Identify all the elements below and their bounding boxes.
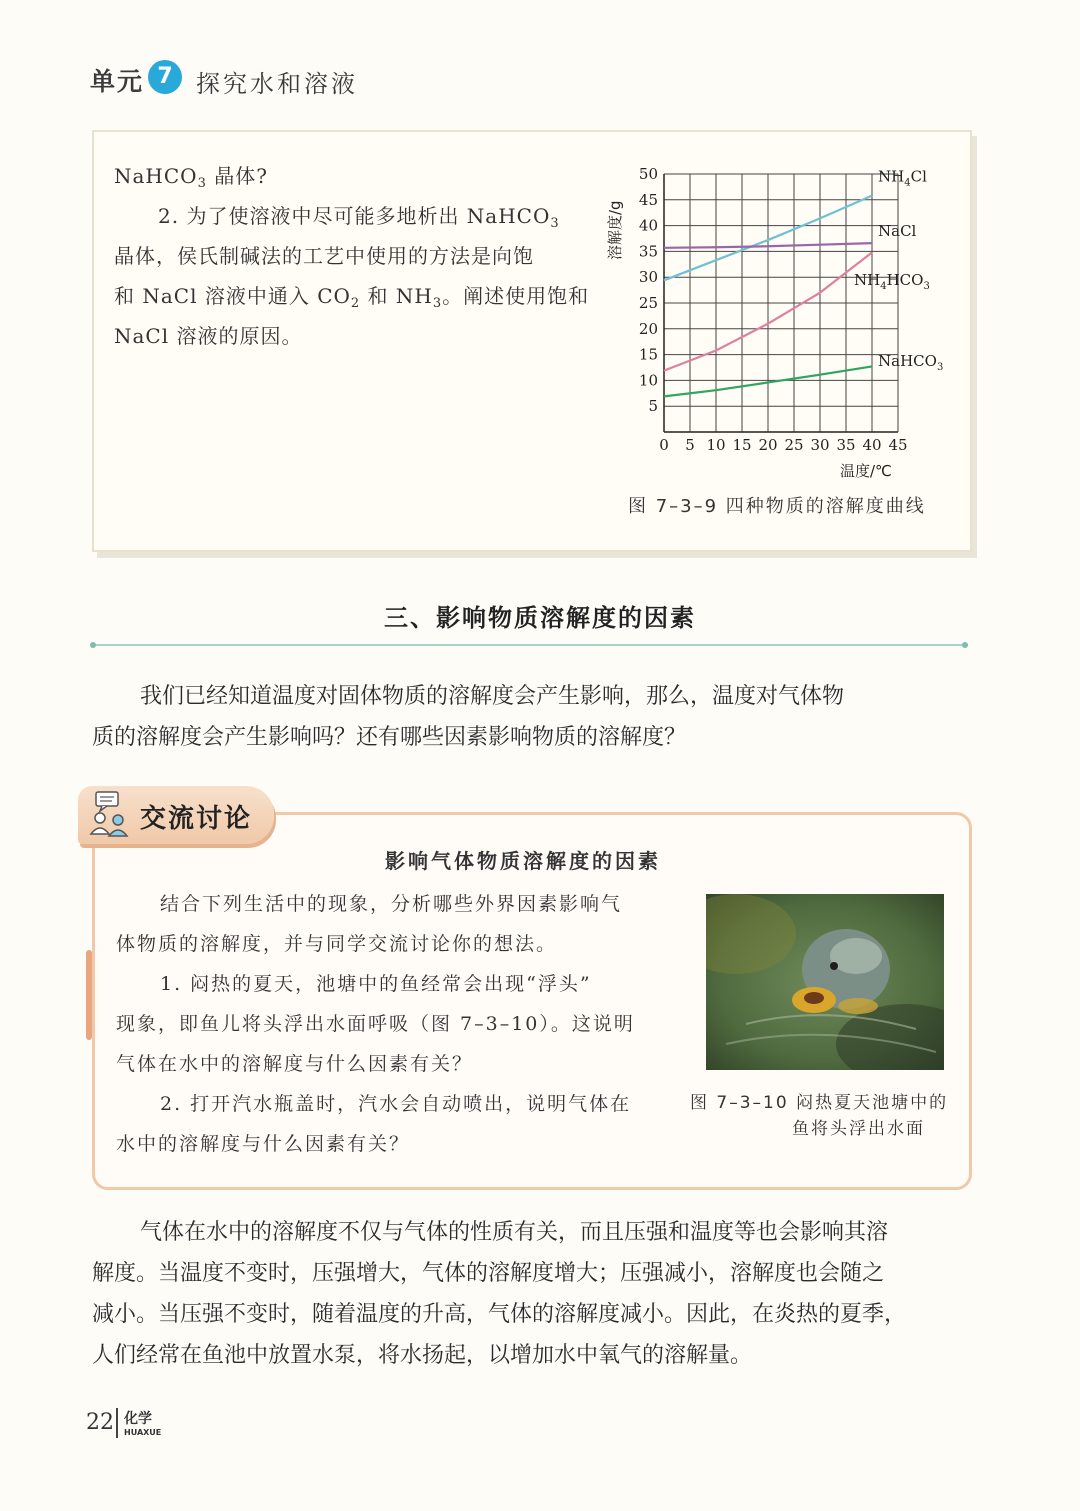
conclusion-paragraph: 解度。当温度不变时，压强增大，气体的溶解度增大；压强减小，溶解度也会随之 [92,1261,885,1286]
conclusion-paragraph: 气体在水中的溶解度不仅与气体的性质有关，而且压强和温度等也会影响其溶 [140,1220,889,1245]
question-line: 2. 为了使溶液中尽可能多地析出 NaHCO$_3$ [158,204,560,231]
conclusion-paragraph: 减小。当压强不变时，随着温度的升高，气体的溶解度减小。因此，在炎热的夏季， [92,1302,907,1327]
y-tick-label: 20 [638,319,658,338]
y-tick-label: 35 [638,242,658,261]
unit-number-badge: 7 [148,60,182,94]
series-label-NaCl: NaCl [878,221,917,240]
unit-label: 单元 [90,67,145,96]
x-tick-label: 5 [685,436,695,454]
footer-subject: 化学 [124,1411,152,1427]
y-tick-label: 25 [638,294,658,312]
x-tick-label: 20 [758,436,778,454]
y-axis-label: 溶解度/g [606,200,624,260]
question-line: NaCl 溶液的原因。 [114,324,303,348]
divider-dot [90,642,96,648]
y-tick-label: 15 [638,345,658,364]
discussion-line: 体物质的溶解度，并与同学交流讨论你的想法。 [116,933,558,955]
x-tick-label: 0 [659,436,669,454]
y-tick-label: 30 [638,268,658,287]
x-tick-label: 35 [836,436,856,454]
footer-pinyin: HUAXUE [124,1428,162,1437]
x-tick-label: 45 [888,436,908,454]
discussion-line: 现象，即鱼儿将头浮出水面呼吸（图 7–3–10）。这说明 [116,1013,635,1035]
x-tick-label: 15 [732,436,752,454]
discussion-people-icon [88,790,134,838]
intro-paragraph: 质的溶解度会产生影响吗？还有哪些因素影响物质的溶解度？ [92,725,687,750]
x-tick-label: 10 [706,436,726,454]
unit-title: 探究水和溶液 [196,70,358,98]
chart-caption: 图 7–3–9 四种物质的溶解度曲线 [628,496,926,517]
question-line: NaHCO$_3$ 晶体? [114,164,268,191]
y-tick-label: 45 [638,190,658,209]
x-axis-label: 温度/℃ [840,462,892,480]
x-tick-label: 40 [862,436,882,454]
x-tick-label: 30 [810,436,830,454]
x-tick-label: 25 [784,436,804,454]
page-number: 22 [86,1410,114,1435]
conclusion-paragraph: 人们经常在鱼池中放置水泵，将水扬起，以增加水中氧气的溶解量。 [92,1343,753,1368]
y-tick-label: 50 [638,165,658,183]
photo-caption: 鱼将头浮出水面 [792,1119,925,1139]
series-label-NaHCO3: NaHCO$_3$ [878,351,944,373]
discussion-line: 气体在水中的溶解度与什么因素有关？ [116,1053,474,1075]
photo-caption: 图 7–3–10 闷热夏天池塘中的 [690,1093,949,1113]
discussion-tab-label: 交流讨论 [140,804,253,834]
discussion-title: 影响气体物质溶解度的因素 [385,849,661,873]
discussion-accent-bar [86,950,92,1040]
discussion-line: 1. 闷热的夏天，池塘中的鱼经常会出现“浮头” [160,973,592,995]
discussion-line: 水中的溶解度与什么因素有关？ [116,1133,411,1155]
y-tick-label: 40 [638,216,658,235]
intro-paragraph: 我们已经知道温度对固体物质的溶解度会产生影响，那么，温度对气体物 [140,684,845,709]
solubility-chart [600,160,960,490]
y-tick-label: 10 [638,371,658,390]
section-title: 三、影响物质溶解度的因素 [384,604,696,632]
discussion-line: 2. 打开汽水瓶盖时，汽水会自动喷出，说明气体在 [160,1093,632,1115]
y-tick-label: 5 [648,397,658,416]
series-label-NH4HCO3: $NH_4HCO_3$ [854,270,930,292]
fish-pond-photo [706,894,944,1070]
footer-divider [116,1408,118,1438]
divider-dot [962,642,968,648]
section-divider [92,644,968,646]
question-line: 和 NaCl 溶液中通入 $CO_2$ 和 $NH_3$。阐述使用饱和 [114,284,590,311]
question-line: 晶体，侯氏制碱法的工艺中使用的方法是向饱 [114,244,534,268]
discussion-line: 结合下列生活中的现象，分析哪些外界因素影响气 [160,893,623,915]
series-label-NH4Cl: $NH_4Cl$ [878,167,927,189]
